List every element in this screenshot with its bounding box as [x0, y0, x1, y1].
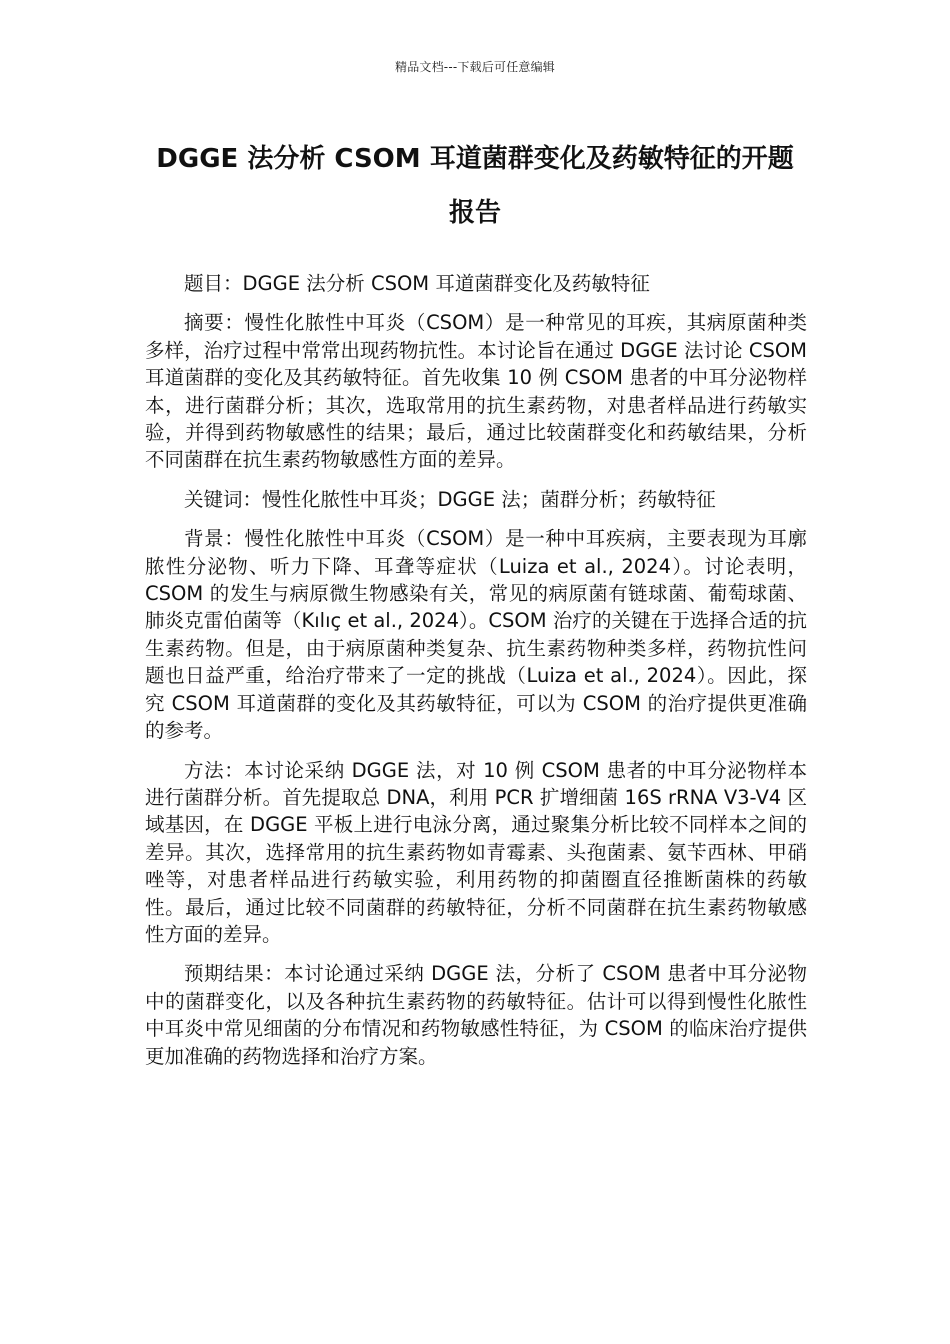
paragraph-background: 背景：慢性化脓性中耳炎（CSOM）是一种中耳疾病，主要表现为耳廓脓性分泌物、听力下降、耳聋等症状（Luiza et al., 2024）。讨论表明，CSOM 的发生与病原微生物感染有关，常见的病原菌有链球菌、葡萄球菌、肺炎克雷伯菌等（Kılıç et al., 2024）。CSOM 治疗的关键在于选择合适的抗生素药物。但是，由于病原菌种类复杂、抗生素药物种类多样，药物抗性问题也日益严重，给治疗带来了一定的挑战（Luiza et al., 2024）。因此，探究 CSOM 耳道菌群的变化及其药敏特征，可以为 CSOM 的治疗提供更准确的参考。	[145, 527, 807, 743]
paragraph-abstract: 摘要：慢性化脓性中耳炎（CSOM）是一种常见的耳疾，其病原菌种类多样，治疗过程中常常出现药物抗性。本讨论旨在通过 DGGE 法讨论 CSOM 耳道菌群的变化及其药敏特征。首先收集 10 例 CSOM 患者的中耳分泌物样本，进行菌群分析；其次，选取常用的抗生素药物，对患者样品进行药敏实验，并得到药物敏感性的结果；最后，通过比较菌群变化和药敏结果，分析不同菌群在抗生素药物敏感性方面的差异。	[145, 311, 807, 472]
paragraph-keywords: 关键词：慢性化脓性中耳炎；DGGE 法；菌群分析；药敏特征	[184, 487, 716, 511]
paragraph-expected-results: 预期结果：本讨论通过采纳 DGGE 法，分析了 CSOM 患者中耳分泌物中的菌群变化，以及各种抗生素药物的药敏特征。估计可以得到慢性化脓性中耳炎中常见细菌的分布情况和药物敏感性特征，为 CSOM 的临床治疗提供更加准确的药物选择和治疗方案。	[145, 962, 807, 1068]
paragraph-methods: 方法：本讨论采纳 DGGE 法，对 10 例 CSOM 患者的中耳分泌物样本进行菌群分析。首先提取总 DNA，利用 PCR 扩增细菌 16S rRNA V3-V4 区域基因，在 DGGE 平板上进行电泳分离，通过聚集分析比较不同样本之间的差异。其次，选择常用的抗生素药物如青霉素、头孢菌素、氨苄西林、甲硝唑等，对患者样品进行药敏实验，利用药物的抑菌圈直径推断菌株的药敏性。最后，通过比较不同菌群的药敏特征，分析不同菌群在抗生素药物敏感性方面的差异。	[145, 758, 807, 946]
document-body	[145, 270, 807, 1082]
document-title: DGGE 法分析 CSOM 耳道菌群变化及药敏特征的开题报告	[156, 144, 794, 228]
paragraph-topic: 题目：DGGE 法分析 CSOM 耳道菌群变化及药敏特征	[184, 272, 650, 295]
header-note: 精品文档---下载后可任意编辑	[395, 60, 555, 74]
